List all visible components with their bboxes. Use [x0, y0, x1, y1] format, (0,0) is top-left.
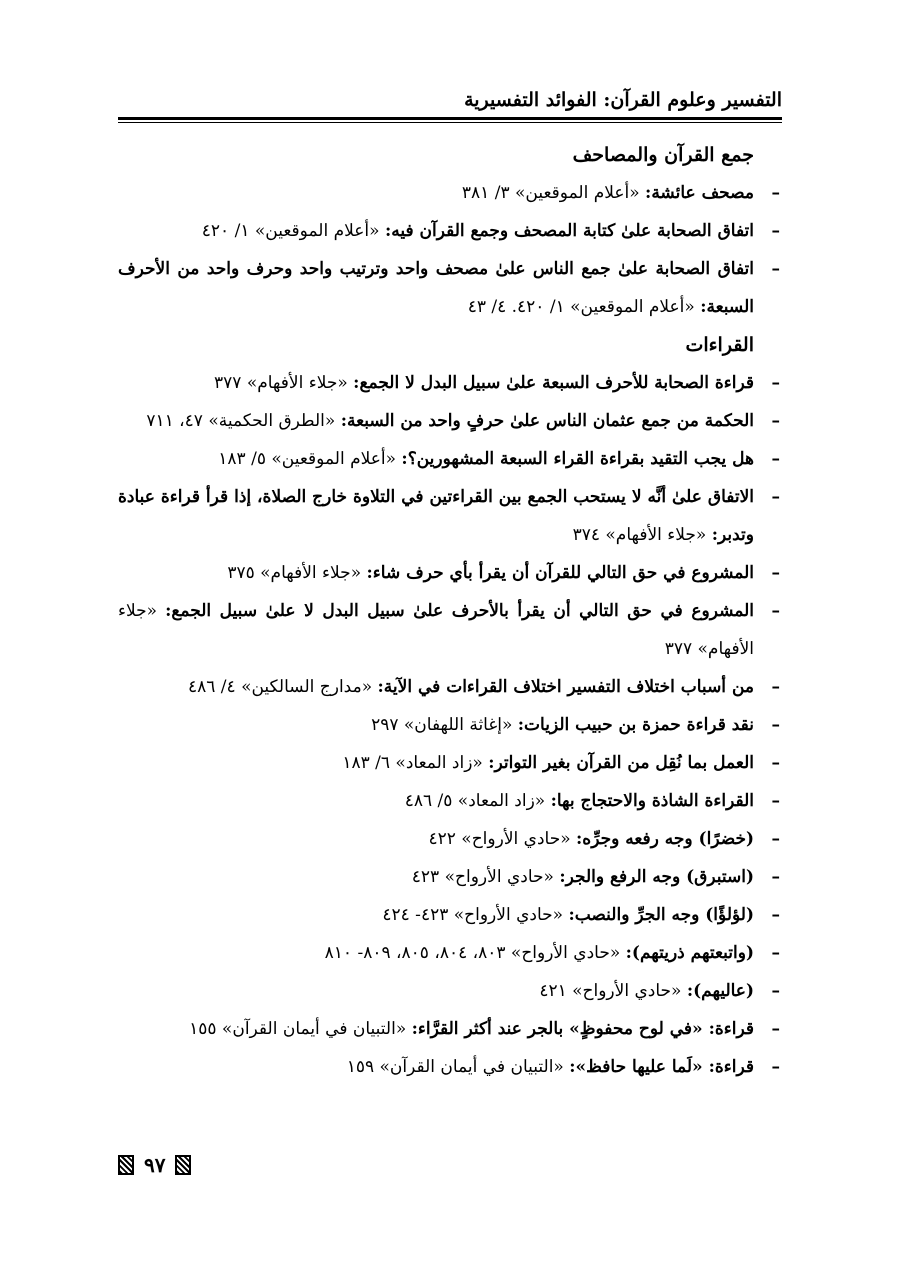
header-rule-thick	[118, 117, 782, 120]
entry-source: «حادي الأرواح» ٤٢٣	[411, 867, 554, 887]
entry-title: العمل بما نُقِل من القرآن بغير التواتر:	[488, 753, 754, 773]
entry-title: (خضرًا) وجه رفعه وجرِّه:	[576, 829, 754, 849]
entry-source: «جلاء الأفهام» ٣٧٥	[227, 563, 362, 583]
entry-title: (استبرق) وجه الرفع والجر:	[559, 867, 754, 887]
index-entry	[118, 668, 782, 706]
entry-title: اتفاق الصحابة علىٰ جمع الناس علىٰ مصحف واحد وترتيب واحد وحرف واحد من الأحرف السبعة:	[118, 259, 754, 317]
entry-title: اتفاق الصحابة علىٰ كتابة المصحف وجمع القرآن فيه:	[384, 221, 754, 241]
bullet-dash: –	[771, 221, 780, 241]
bullet-dash: –	[771, 411, 780, 431]
bullet-dash: –	[771, 981, 780, 1001]
index-entry	[118, 972, 782, 1010]
index-entry	[118, 744, 782, 782]
section-heading-readings: القراءات	[685, 334, 754, 356]
index-entry	[118, 402, 782, 440]
entry-title: نقد قراءة حمزة بن حبيب الزيات:	[517, 715, 754, 735]
bullet-dash: –	[771, 677, 780, 697]
index-entry	[118, 592, 782, 668]
entry-title: مصحف عائشة:	[645, 183, 754, 203]
entry-source: «زاد المعاد» ٦/ ١٨٣	[342, 753, 483, 773]
index-entry	[118, 934, 782, 972]
entry-title: قراءة: «في لوح محفوظٍ» بالجر عند أكثر القرَّاء:	[411, 1019, 754, 1039]
entry-title: (واتبعتهم ذريتهم):	[625, 943, 754, 963]
entry-source: «حادي الأرواح» ٤٢١	[539, 981, 682, 1001]
page-number: ٩٧	[144, 1153, 166, 1177]
entry-source: «حادي الأرواح» ٤٢٢	[428, 829, 571, 849]
entry-title: الاتفاق علىٰ أنَّه لا يستحب الجمع بين القراءتين في التلاوة خارج الصلاة، إذا قرأ قراءة عبادة وتدبر:	[118, 487, 754, 545]
bullet-dash: –	[771, 1019, 780, 1039]
entry-source: «زاد المعاد» ٥/ ٤٨٦	[404, 791, 546, 811]
bullet-dash: –	[771, 1057, 780, 1077]
index-entry	[118, 782, 782, 820]
section-heading-quran-collection: جمع القرآن والمصاحف	[572, 144, 754, 166]
entry-title: الحكمة من جمع عثمان الناس علىٰ حرفٍ واحد من السبعة:	[340, 411, 754, 431]
bullet-dash: –	[771, 449, 780, 469]
entry-source: «حادي الأرواح» ٨٠٣، ٨٠٤، ٨٠٥، ٨٠٩- ٨١٠	[324, 943, 621, 963]
bullet-dash: –	[771, 905, 780, 925]
header-rule-thin	[118, 122, 782, 123]
entry-title: (لؤلؤًا) وجه الجرِّ والنصب:	[568, 905, 754, 925]
ornament-right-icon	[175, 1155, 191, 1175]
bullet-dash: –	[771, 373, 780, 393]
entry-title: هل يجب التقيد بقراءة القراء السبعة المشهورين؟:	[401, 449, 754, 469]
entry-title: (عاليهم):	[686, 981, 754, 1001]
bullet-dash: –	[771, 259, 780, 279]
entry-source: «أعلام الموقعين» ١/ ٤٢٠. ٤/ ٤٣	[467, 297, 695, 317]
index-entry	[118, 858, 782, 896]
entry-title: المشروع في حق التالي للقرآن أن يقرأ بأي حرف شاء:	[366, 563, 754, 583]
entry-source: «أعلام الموقعين» ٥/ ١٨٣	[218, 449, 397, 469]
bullet-dash: –	[771, 715, 780, 735]
bullet-dash: –	[771, 563, 780, 583]
bullet-dash: –	[771, 601, 780, 621]
bullet-dash: –	[771, 487, 780, 507]
index-entry	[118, 1048, 782, 1086]
entry-source: «جلاء الأفهام» ٣٧٤	[572, 525, 707, 545]
index-entry	[118, 174, 782, 212]
entry-title: قراءة الصحابة للأحرف السبعة علىٰ سبيل البدل لا الجمع:	[353, 373, 754, 393]
entry-source: «أعلام الموقعين» ١/ ٤٢٠	[201, 221, 380, 241]
entry-source: «جلاء الأفهام» ٣٧٧	[118, 601, 754, 659]
index-entry	[118, 896, 782, 934]
index-entry	[118, 440, 782, 478]
bullet-dash: –	[771, 183, 780, 203]
index-entry	[118, 250, 782, 326]
ornament-left-icon	[118, 1155, 134, 1175]
index-entry	[118, 212, 782, 250]
entry-source: «التبيان في أيمان القرآن» ١٥٩	[346, 1057, 564, 1077]
bullet-dash: –	[771, 943, 780, 963]
index-entry	[118, 364, 782, 402]
entry-title: من أسباب اختلاف التفسير اختلاف القراءات في الآية:	[377, 677, 754, 697]
index-entry	[118, 1010, 782, 1048]
index-entry	[118, 478, 782, 554]
index-entry	[118, 706, 782, 744]
index-content	[118, 136, 782, 1086]
running-head: التفسير وعلوم القرآن: الفوائد التفسيرية	[464, 89, 782, 111]
bullet-dash: –	[771, 867, 780, 887]
entry-source: «التبيان في أيمان القرآن» ١٥٥	[189, 1019, 407, 1039]
entry-source: «جلاء الأفهام» ٣٧٧	[214, 373, 348, 393]
entry-title: المشروع في حق التالي أن يقرأ بالأحرف علىٰ سبيل البدل لا علىٰ سبيل الجمع:	[165, 601, 754, 621]
entry-source: «الطرق الحكمية» ٤٧، ٧١١	[146, 411, 336, 431]
entry-source: «أعلام الموقعين» ٣/ ٣٨١	[461, 183, 640, 203]
index-entry	[118, 820, 782, 858]
entry-source: «حادي الأرواح» ٤٢٣- ٤٢٤	[382, 905, 564, 925]
entry-source: «مدارج السالكين» ٤/ ٤٨٦	[187, 677, 373, 697]
bullet-dash: –	[771, 791, 780, 811]
entry-source: «إغاثة اللهفان» ٢٩٧	[371, 715, 513, 735]
entry-title: القراءة الشاذة والاحتجاج بها:	[550, 791, 754, 811]
entry-title: قراءة: «لَما عليها حافظ»:	[569, 1057, 754, 1077]
bullet-dash: –	[771, 829, 780, 849]
bullet-dash: –	[771, 753, 780, 773]
index-entry	[118, 554, 782, 592]
page-footer	[118, 1150, 191, 1180]
